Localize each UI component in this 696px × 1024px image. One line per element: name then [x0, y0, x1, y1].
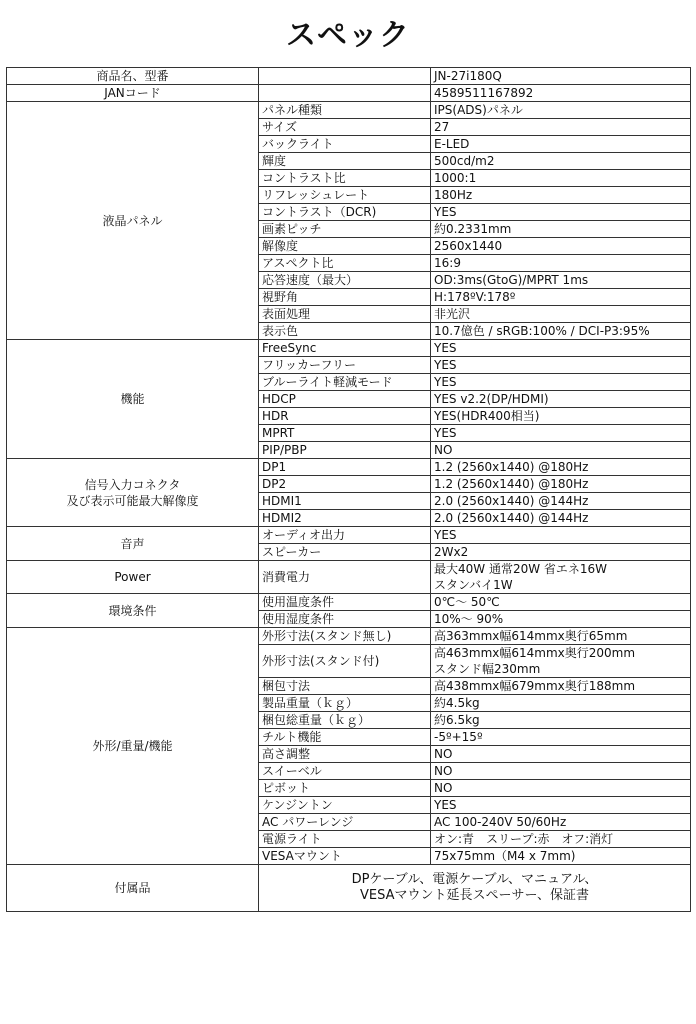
- row-label-product-name: 商品名、型番: [7, 68, 259, 85]
- spec-value: YES: [431, 204, 691, 221]
- spec-value: 27: [431, 119, 691, 136]
- category-accessories: 付属品: [7, 865, 259, 912]
- spec-label: パネル種類: [259, 102, 431, 119]
- category-physical: 外形/重量/機能: [7, 628, 259, 865]
- spec-label: AC パワーレンジ: [259, 814, 431, 831]
- row-label-jan: JANコード: [7, 85, 259, 102]
- table-row: [7, 594, 691, 611]
- category-inputs-line2: 及び表示可能最大解像度: [66, 493, 199, 508]
- spec-label: 外形寸法(スタンド無し): [259, 628, 431, 645]
- spec-label: 視野角: [259, 289, 431, 306]
- accessories-line1: DPケーブル、電源ケーブル、マニュアル、: [351, 872, 598, 887]
- page-title: スペック: [286, 18, 410, 53]
- row-value-jan: 4589511167892: [431, 85, 691, 102]
- spec-label: バックライト: [259, 136, 431, 153]
- spec-value: NO: [431, 746, 691, 763]
- category-audio: 音声: [7, 527, 259, 561]
- spec-label: DP1: [259, 459, 431, 476]
- spec-label: 画素ピッチ: [259, 221, 431, 238]
- spec-label: 製品重量（ｋｇ）: [259, 695, 431, 712]
- spec-label: 表示色: [259, 323, 431, 340]
- spec-label: FreeSync: [259, 340, 431, 357]
- spec-value: 16:9: [431, 255, 691, 272]
- spec-label: 外形寸法(スタンド付): [259, 645, 431, 678]
- empty-cell: [259, 85, 431, 102]
- spec-value-stand: [431, 645, 691, 678]
- spec-value: 180Hz: [431, 187, 691, 204]
- spec-label: HDCP: [259, 391, 431, 408]
- spec-value: YES: [431, 425, 691, 442]
- spec-label: コントラスト（DCR): [259, 204, 431, 221]
- spec-label: チルト機能: [259, 729, 431, 746]
- row-value-product-name: JN-27i180Q: [431, 68, 691, 85]
- spec-value: 1.2 (2560x1440) @180Hz: [431, 476, 691, 493]
- table-row: [7, 68, 691, 85]
- spec-label: スピーカー: [259, 544, 431, 561]
- spec-label: ピボット: [259, 780, 431, 797]
- spec-value: 2.0 (2560x1440) @144Hz: [431, 510, 691, 527]
- spec-label: 梱包総重量（ｋｇ）: [259, 712, 431, 729]
- category-features: 機能: [7, 340, 259, 459]
- spec-value: 1000:1: [431, 170, 691, 187]
- table-row: [7, 102, 691, 119]
- spec-value: AC 100-240V 50/60Hz: [431, 814, 691, 831]
- spec-value: E-LED: [431, 136, 691, 153]
- spec-value: YES(HDR400相当): [431, 408, 691, 425]
- category-lcd: 液晶パネル: [7, 102, 259, 340]
- spec-value: 1.2 (2560x1440) @180Hz: [431, 459, 691, 476]
- spec-value: 0℃～ 50℃: [431, 594, 691, 611]
- spec-value: -5º+15º: [431, 729, 691, 746]
- spec-value: 高363mmx幅614mmx奥行65mm: [431, 628, 691, 645]
- spec-value: IPS(ADS)パネル: [431, 102, 691, 119]
- spec-value: YES: [431, 374, 691, 391]
- spec-label: 使用湿度条件: [259, 611, 431, 628]
- spec-value: 10%～ 90%: [431, 611, 691, 628]
- spec-value: オン:青 スリープ:赤 オフ:消灯: [431, 831, 691, 848]
- spec-value: NO: [431, 780, 691, 797]
- spec-value: 高438mmx幅679mmx奥行188mm: [431, 678, 691, 695]
- category-inputs-line1: 信号入力コネクタ: [84, 477, 181, 492]
- spec-label: オーディオ出力: [259, 527, 431, 544]
- spec-value: 10.7億色 / sRGB:100% / DCI-P3:95%: [431, 323, 691, 340]
- spec-label: 高さ調整: [259, 746, 431, 763]
- spec-value: YES: [431, 357, 691, 374]
- spec-label: ケンジントン: [259, 797, 431, 814]
- table-row: [7, 340, 691, 357]
- spec-value: YES v2.2(DP/HDMI): [431, 391, 691, 408]
- table-row: [7, 561, 691, 594]
- accessories-line2: VESAマウント延長スペーサー、保証書: [360, 888, 589, 903]
- spec-value: YES: [431, 340, 691, 357]
- spec-value: 約6.5kg: [431, 712, 691, 729]
- spec-label: 電源ライト: [259, 831, 431, 848]
- category-power: Power: [7, 561, 259, 594]
- spec-label: 応答速度（最大）: [259, 272, 431, 289]
- empty-cell: [259, 68, 431, 85]
- spec-label: HDR: [259, 408, 431, 425]
- spec-label: アスペクト比: [259, 255, 431, 272]
- spec-value: 75x75mm（M4 x 7mm): [431, 848, 691, 865]
- category-environment: 環境条件: [7, 594, 259, 628]
- spec-label: DP2: [259, 476, 431, 493]
- spec-label: 表面処理: [259, 306, 431, 323]
- power-value-line1: 最大40W 通常20W 省エネ16W: [434, 562, 608, 576]
- spec-value: 2Wx2: [431, 544, 691, 561]
- spec-value: NO: [431, 442, 691, 459]
- spec-table: [6, 67, 691, 912]
- spec-label: フリッカーフリー: [259, 357, 431, 374]
- spec-label: HDMI1: [259, 493, 431, 510]
- spec-label: ブルーライト軽減モード: [259, 374, 431, 391]
- category-inputs: [7, 459, 259, 527]
- stand-value-line2: スタンド幅230mm: [434, 662, 541, 676]
- spec-value: YES: [431, 797, 691, 814]
- power-value-line2: スタンバイ1W: [434, 578, 513, 592]
- spec-label: MPRT: [259, 425, 431, 442]
- spec-value: 2560x1440: [431, 238, 691, 255]
- spec-value: 約0.2331mm: [431, 221, 691, 238]
- table-row: [7, 85, 691, 102]
- spec-label: リフレッシュレート: [259, 187, 431, 204]
- spec-label: 使用温度条件: [259, 594, 431, 611]
- spec-value: H:178ºV:178º: [431, 289, 691, 306]
- spec-value-power: [431, 561, 691, 594]
- spec-value: NO: [431, 763, 691, 780]
- spec-label: HDMI2: [259, 510, 431, 527]
- spec-label: 消費電力: [259, 561, 431, 594]
- spec-label: 解像度: [259, 238, 431, 255]
- spec-label: サイズ: [259, 119, 431, 136]
- table-row: [7, 459, 691, 476]
- spec-value: 500cd/m2: [431, 153, 691, 170]
- spec-value: 非光沢: [431, 306, 691, 323]
- spec-value: YES: [431, 527, 691, 544]
- table-row: [7, 865, 691, 912]
- table-row: [7, 527, 691, 544]
- spec-label: VESAマウント: [259, 848, 431, 865]
- stand-value-line1: 高463mmx幅614mmx奥行200mm: [434, 646, 636, 660]
- spec-label: 梱包寸法: [259, 678, 431, 695]
- spec-label: PIP/PBP: [259, 442, 431, 459]
- spec-label: スイーベル: [259, 763, 431, 780]
- spec-value: 2.0 (2560x1440) @144Hz: [431, 493, 691, 510]
- spec-value: OD:3ms(GtoG)/MPRT 1ms: [431, 272, 691, 289]
- spec-label: 輝度: [259, 153, 431, 170]
- spec-label: コントラスト比: [259, 170, 431, 187]
- accessories-value: [259, 865, 691, 912]
- table-row: [7, 628, 691, 645]
- spec-value: 約4.5kg: [431, 695, 691, 712]
